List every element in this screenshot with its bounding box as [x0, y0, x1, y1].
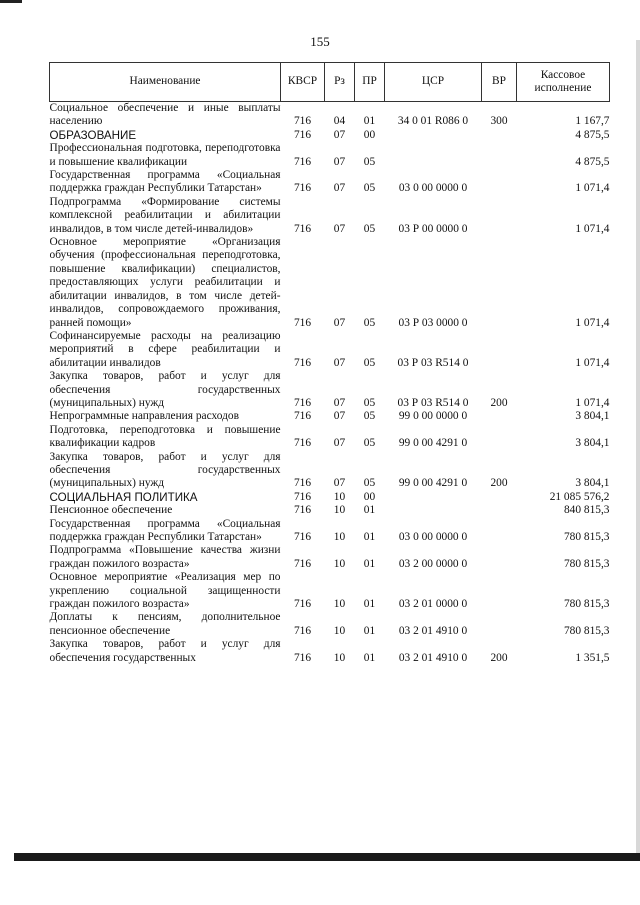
page-number: 155	[310, 34, 330, 49]
cell-rz: 10	[333, 504, 346, 517]
cell-rz: 10	[333, 557, 346, 570]
cell-rz: 10	[333, 598, 346, 611]
cell-pr: 05	[363, 477, 376, 490]
table-body	[50, 102, 610, 666]
cell-vr	[482, 518, 517, 545]
cell-rz: 07	[333, 396, 346, 409]
cell-vr	[482, 504, 517, 517]
cell-amount: 1 071,4	[575, 222, 610, 235]
header-pr: ПР	[355, 63, 385, 102]
cell-csr: 99 0 00 4291 0	[398, 437, 468, 450]
cell-name: Пенсионное обеспечение	[49, 504, 173, 517]
header-vr: ВР	[482, 63, 517, 102]
cell-amount: 780 815,3	[563, 598, 610, 611]
cell-pr: 01	[363, 598, 376, 611]
cell-amount: 4 875,5	[575, 155, 610, 168]
cell-csr	[385, 142, 482, 169]
cell-pr: 01	[363, 531, 376, 543]
cell-rz: 07	[333, 477, 346, 490]
cell-amount: 1 071,4	[575, 316, 610, 329]
cell-amount: 840 815,3	[563, 504, 610, 517]
cell-name: Непрограммные направления расходов	[49, 410, 240, 423]
table-row	[50, 236, 610, 330]
cell-csr: 99 0 00 4291 0	[398, 477, 468, 490]
cell-vr	[482, 544, 517, 571]
cell-csr: 03 0 00 0000 0	[398, 182, 468, 195]
table-row	[50, 571, 610, 611]
cell-kvsr: 716	[293, 598, 312, 611]
cell-name: Софинансируемые расходы на реализацию мероприятий в сфере реабилитации и абилитации инвалидов	[49, 329, 281, 369]
cell-pr: 05	[363, 316, 376, 329]
cell-kvsr: 716	[293, 437, 312, 450]
cell-csr: 03 0 00 0000 0	[398, 531, 468, 543]
table-row	[50, 370, 610, 410]
cell-vr: 200	[490, 651, 508, 664]
cell-pr: 05	[363, 222, 376, 235]
cell-kvsr: 716	[293, 356, 312, 369]
cell-pr: 05	[363, 410, 376, 423]
cell-csr: 03 Р 03 R514 0	[397, 356, 469, 369]
cell-rz: 04	[333, 115, 346, 128]
cell-amount: 780 815,3	[563, 557, 610, 570]
cell-name: Подпрограмма «Формирование системы комплексной реабилитации и абилитации инвалидов, в том числе детей-инвалидов»	[49, 195, 281, 235]
cell-amount: 1 167,7	[575, 115, 610, 128]
cell-pr: 01	[363, 115, 376, 128]
cell-pr: 05	[363, 437, 376, 450]
cell-kvsr: 716	[293, 624, 312, 637]
cell-amount: 1 071,4	[575, 396, 610, 409]
cell-name: Подпрограмма «Повышение качества жизни граждан пожилого возраста»	[49, 544, 281, 570]
cell-pr: 00	[363, 490, 376, 503]
table-header-row	[50, 63, 610, 102]
cell-kvsr: 716	[293, 222, 312, 235]
cell-name: Закупка товаров, работ и услуг для обеспечения государственных (муниципальных) нужд	[49, 370, 281, 409]
cell-vr	[482, 611, 517, 638]
budget-table	[49, 62, 610, 665]
table-row	[50, 504, 610, 517]
cell-kvsr: 716	[293, 182, 312, 195]
cell-csr: 03 Р 00 0000 0	[398, 222, 468, 235]
cell-rz: 07	[333, 316, 346, 329]
cell-csr: 99 0 00 0000 0	[398, 410, 468, 423]
cell-name: Государственная программа «Социальная поддержка граждан Республики Татарстан»	[49, 169, 281, 195]
cell-pr: 01	[363, 624, 376, 637]
table-row	[50, 424, 610, 451]
cell-rz: 07	[333, 437, 346, 450]
cell-amount: 1 071,4	[575, 356, 610, 369]
cell-rz: 07	[333, 410, 346, 423]
cell-vr: 200	[490, 477, 508, 490]
cell-kvsr: 716	[293, 128, 312, 141]
cell-vr	[482, 410, 517, 423]
table-row	[50, 518, 610, 545]
cell-amount: 3 804,1	[575, 477, 610, 490]
cell-name: ОБРАЗОВАНИЕ	[49, 128, 137, 142]
header-csr: ЦСР	[385, 63, 482, 102]
table-row	[50, 491, 610, 504]
cell-csr: 03 2 01 0000 0	[398, 598, 468, 611]
cell-rz: 10	[333, 531, 346, 543]
cell-amount: 1 351,5	[575, 651, 610, 664]
scan-edge-mark	[0, 0, 22, 3]
cell-vr	[482, 169, 517, 196]
cell-rz: 07	[333, 155, 346, 168]
cell-pr: 05	[363, 182, 376, 195]
cell-pr: 05	[363, 356, 376, 369]
cell-vr	[482, 571, 517, 611]
cell-kvsr: 716	[293, 490, 312, 503]
cell-vr	[482, 330, 517, 370]
cell-name: Закупка товаров, работ и услуг для обеспечения государственных (муниципальных) нужд	[49, 450, 281, 490]
cell-vr	[482, 491, 517, 504]
cell-amount: 3 804,1	[575, 437, 610, 450]
cell-csr: 03 Р 03 R514 0	[397, 396, 469, 409]
cell-vr: 300	[490, 115, 508, 128]
cell-kvsr: 716	[293, 155, 312, 168]
cell-rz: 07	[333, 128, 346, 141]
cell-name: Социальное обеспечение и иные выплаты населению	[49, 102, 281, 128]
cell-csr	[385, 504, 482, 517]
table-row	[50, 142, 610, 169]
cell-csr: 03 2 00 0000 0	[398, 557, 468, 570]
cell-amount: 3 804,1	[575, 410, 610, 423]
cell-rz: 10	[333, 624, 346, 637]
cell-pr: 05	[363, 155, 376, 168]
cell-pr: 01	[363, 651, 376, 664]
cell-csr: 03 Р 03 0000 0	[398, 316, 468, 329]
cell-kvsr: 716	[293, 410, 312, 423]
cell-amount: 1 071,4	[575, 182, 610, 195]
table-row	[50, 169, 610, 196]
table-row	[50, 196, 610, 236]
cell-amount: 4 875,5	[575, 128, 610, 141]
cell-kvsr: 716	[293, 396, 312, 409]
table-row	[50, 611, 610, 638]
cell-kvsr: 716	[293, 531, 312, 543]
cell-rz: 07	[333, 356, 346, 369]
scan-bottom-bar	[14, 853, 640, 861]
cell-rz: 10	[333, 490, 346, 503]
cell-rz: 10	[333, 651, 346, 664]
cell-rz: 07	[333, 182, 346, 195]
cell-vr	[482, 196, 517, 236]
scan-right-edge	[636, 40, 640, 860]
cell-kvsr: 716	[293, 557, 312, 570]
table-row	[50, 330, 610, 370]
cell-name: Основное мероприятие «Организация обучения (профессиональная переподготовка, повышение квалификации) специалистов, предоставляющих услуги реабилитации и абилитации инвалидов, в том числе детей-инвалидов, сопровождаемого проживания, ранней помощи»	[49, 236, 281, 329]
table-row	[50, 451, 610, 491]
cell-vr	[482, 236, 517, 330]
cell-name: Доплаты к пенсиям, дополнительное пенсионное обеспечение	[49, 611, 281, 637]
table-row	[50, 102, 610, 129]
cell-name: Профессиональная подготовка, переподготовка и повышение квалификации	[49, 142, 281, 168]
cell-pr: 01	[363, 557, 376, 570]
header-rz: Рз	[325, 63, 355, 102]
cell-kvsr: 716	[293, 651, 312, 664]
cell-pr: 00	[363, 128, 376, 141]
cell-name: СОЦИАЛЬНАЯ ПОЛИТИКА	[49, 490, 198, 504]
cell-name: Закупка товаров, работ и услуг для обеспечения государственных	[49, 638, 281, 664]
header-name: Наименование	[50, 63, 281, 102]
table-row	[50, 544, 610, 571]
cell-kvsr: 716	[293, 115, 312, 128]
cell-kvsr: 716	[293, 504, 312, 517]
cell-vr	[482, 142, 517, 169]
cell-vr	[482, 129, 517, 142]
cell-csr	[385, 491, 482, 504]
cell-amount: 21 085 576,2	[549, 490, 610, 503]
cell-vr	[482, 424, 517, 451]
cell-amount: 780 815,3	[563, 624, 610, 637]
cell-csr: 34 0 01 R086 0	[397, 115, 469, 128]
cell-amount: 780 815,3	[563, 531, 610, 543]
cell-pr: 05	[363, 396, 376, 409]
cell-rz: 07	[333, 222, 346, 235]
table-row	[50, 410, 610, 423]
header-amount: Кассовое исполнение	[517, 63, 610, 102]
cell-csr: 03 2 01 4910 0	[398, 624, 468, 637]
cell-name: Основное мероприятие «Реализация мер по укреплению социальной защищенности граждан пожилого возраста»	[49, 571, 281, 611]
cell-csr: 03 2 01 4910 0	[398, 651, 468, 664]
table-row	[50, 638, 610, 665]
header-kvsr: КВСР	[281, 63, 325, 102]
cell-name: Подготовка, переподготовка и повышение квалификации кадров	[49, 423, 281, 450]
table-row	[50, 129, 610, 142]
cell-vr: 200	[490, 396, 508, 409]
cell-pr: 01	[363, 504, 376, 517]
cell-name: Государственная программа «Социальная поддержка граждан Республики Татарстан»	[49, 517, 281, 543]
cell-kvsr: 716	[293, 316, 312, 329]
cell-kvsr: 716	[293, 477, 312, 490]
cell-csr	[385, 129, 482, 142]
